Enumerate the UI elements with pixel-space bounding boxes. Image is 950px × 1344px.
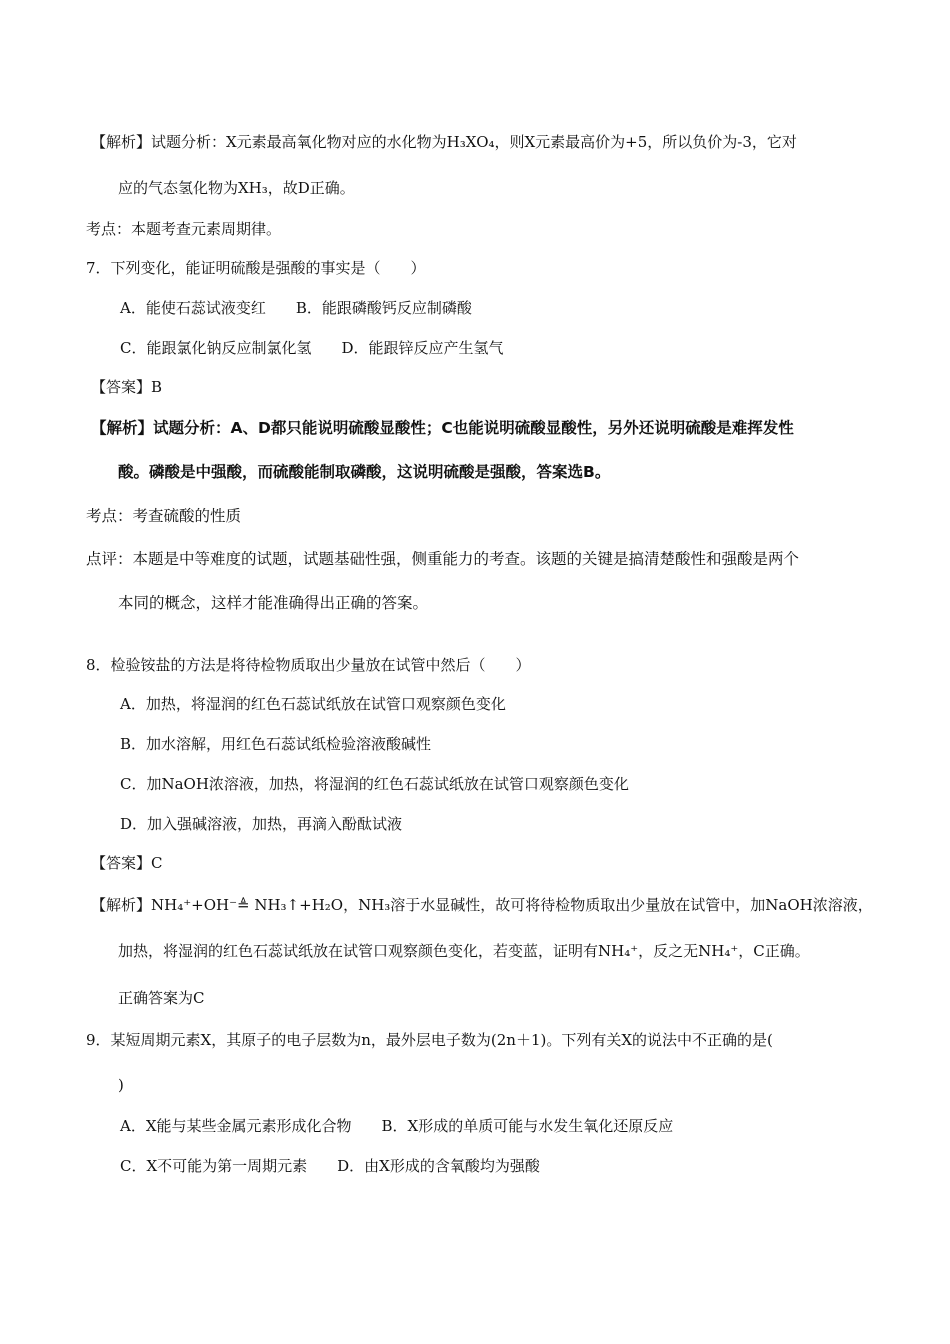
q8-option-a: A．加热，将湿润的红色石蕊试纸放在试管口观察颜色变化 xyxy=(120,695,506,713)
q7-options-ab: A．能使石蕊试液变红 B．能跟磷酸钙反应制磷酸 xyxy=(120,299,472,317)
q8-answer: 【答案】C xyxy=(91,854,163,872)
q7-analysis-line1: 【解析】试题分析：A、D都只能说明硫酸显酸性；C也能说明硫酸显酸性，另外还说明硫酸是难挥发性 xyxy=(91,419,794,437)
q7-analysis-line2: 酸。磷酸是中强酸，而硫酸能制取磷酸，这说明硫酸是强酸，答案选B。 xyxy=(118,463,611,481)
q7-knowledge-point: 考点：考查硫酸的性质 xyxy=(86,507,242,525)
q8-option-b: B．加水溶解，用红色石蕊试纸检验溶液酸碱性 xyxy=(120,735,432,753)
q6-analysis-line2: 应的气态氢化物为XH₃，故D正确。 xyxy=(118,179,355,197)
q9-stem-line1: 9．某短周期元素X，其原子的电子层数为n，最外层电子数为(2n＋1)。下列有关X的说法中不正确的是( xyxy=(86,1031,773,1049)
q6-analysis-line1: 【解析】试题分析：X元素最高氧化物对应的水化物为H₃XO₄，则X元素最高价为+5，所以负价为-3，它对 xyxy=(91,133,797,151)
q7-answer: 【答案】B xyxy=(91,378,163,396)
q9-stem-line2: ) xyxy=(118,1076,124,1094)
q8-option-d: D．加入强碱溶液，加热，再滴入酚酞试液 xyxy=(120,815,403,833)
q7-comment-line2: 本同的概念，这样才能准确得出正确的答案。 xyxy=(118,594,429,612)
q7-options-cd: C．能跟氯化钠反应制氯化氢 D．能跟锌反应产生氢气 xyxy=(120,339,504,357)
q8-stem: 8．检验铵盐的方法是将待检物质取出少量放在试管中然后（ ） xyxy=(86,656,531,674)
q8-correct-answer: 正确答案为C xyxy=(118,989,205,1007)
q8-analysis-line1: 【解析】NH₄⁺+OH⁻≜ NH₃↑+H₂O，NH₃溶于水显碱性，故可将待检物质取出少量放在试管中，加NaOH浓溶液， xyxy=(91,896,873,914)
q9-options-ab: A．X能与某些金属元素形成化合物 B．X形成的单质可能与水发生氧化还原反应 xyxy=(120,1117,674,1135)
q7-stem: 7．下列变化，能证明硫酸是强酸的事实是（ ） xyxy=(86,259,426,277)
q8-analysis-line2: 加热，将湿润的红色石蕊试纸放在试管口观察颜色变化，若变蓝，证明有NH₄⁺，反之无NH₄⁺，C正确。 xyxy=(118,942,810,960)
q6-knowledge-point: 考点：本题考查元素周期律。 xyxy=(86,220,282,238)
q7-comment-line1: 点评：本题是中等难度的试题，试题基础性强，侧重能力的考查。该题的关键是搞清楚酸性和强酸是两个 xyxy=(86,550,800,568)
q8-option-c: C．加NaOH浓溶液，加热，将湿润的红色石蕊试纸放在试管口观察颜色变化 xyxy=(120,775,629,793)
q9-options-cd: C．X不可能为第一周期元素 D．由X形成的含氧酸均为强酸 xyxy=(120,1157,540,1175)
